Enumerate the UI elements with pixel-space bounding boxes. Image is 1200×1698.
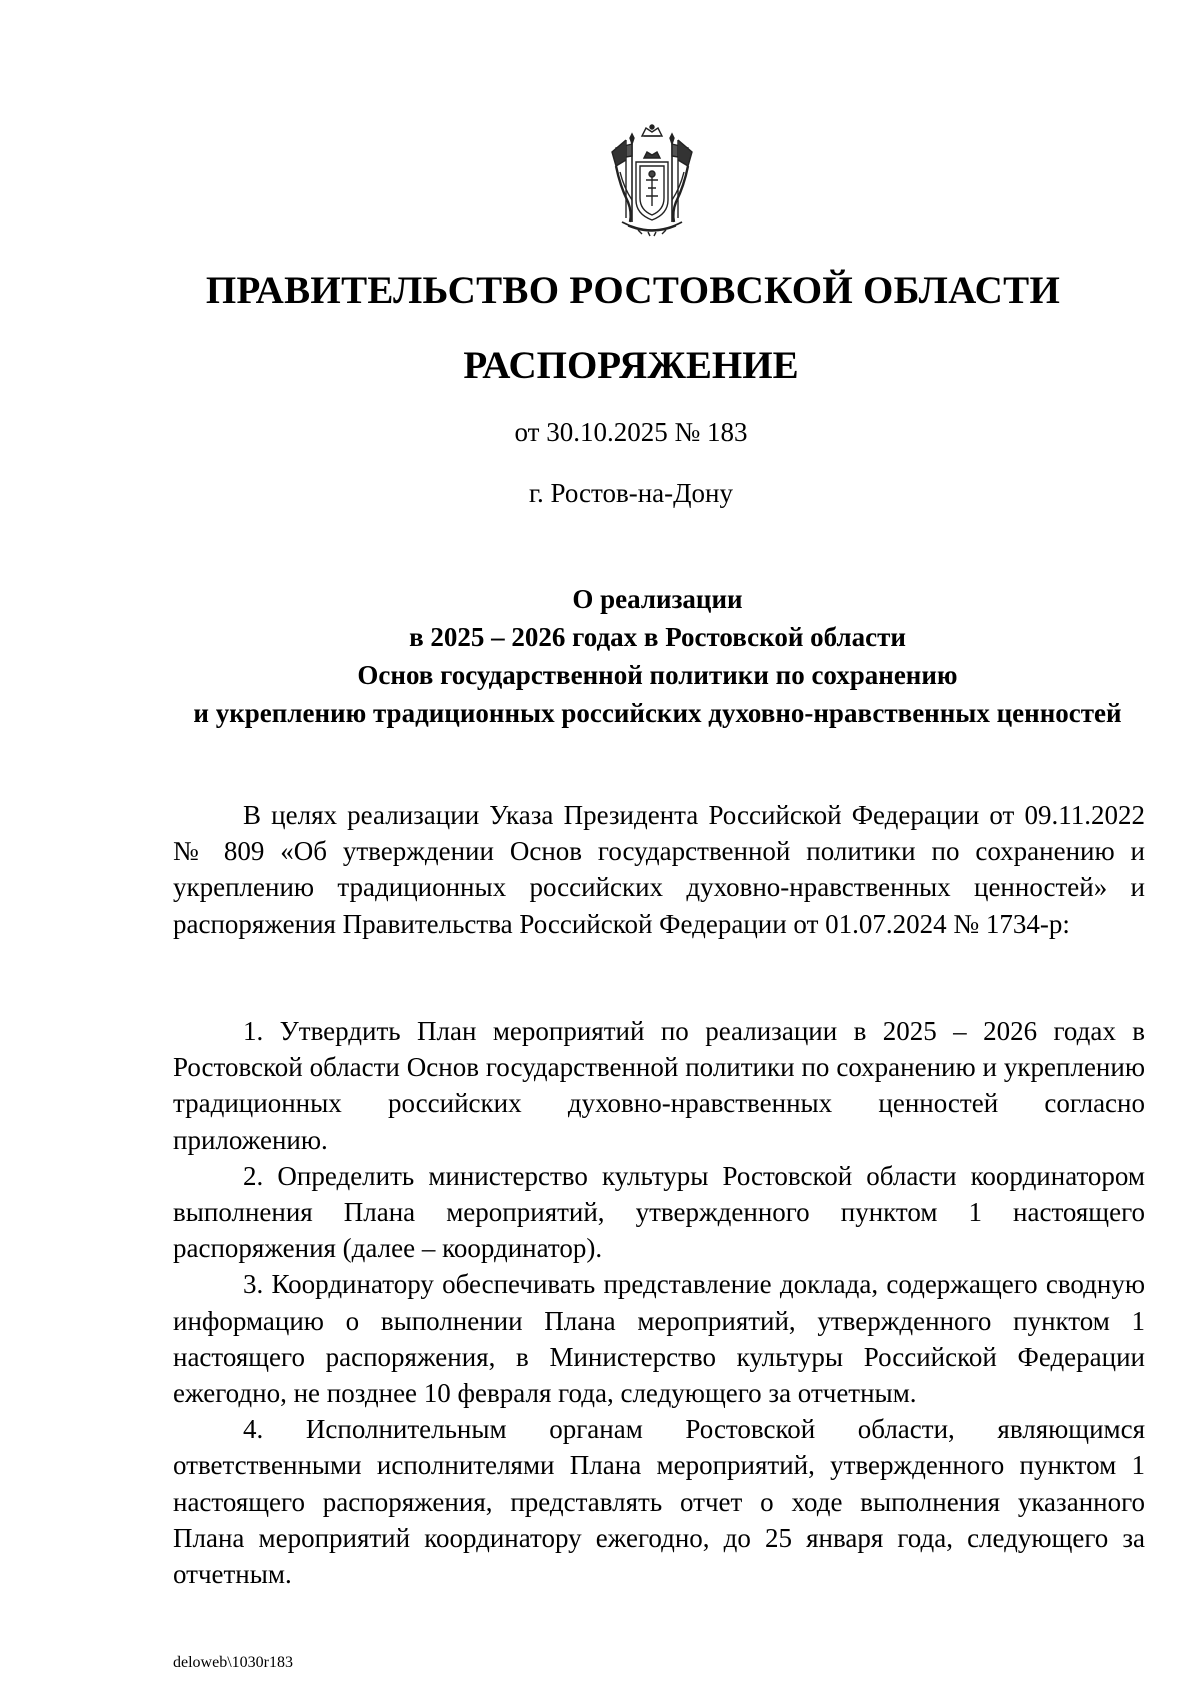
file-code: deloweb\1030r183 <box>173 1654 293 1671</box>
coat-of-arms-icon <box>602 122 702 240</box>
list-item <box>173 1158 1145 1267</box>
subject-line: в 2025 – 2026 годах в Ростовской области <box>409 622 906 652</box>
item-text: Координатору обеспечивать представление доклада, содержащего сводную информацию о выполнении Плана мероприятий, утвержденного пунктом 1 настоящего распоряжения, в Министерство культуры Российской Федерации ежегодно, не позднее 10 февраля года, следующего за отчетным. <box>173 1269 1146 1409</box>
organization-title: ПРАВИТЕЛЬСТВО РОСТОВСКОЙ ОБЛАСТИ <box>205 269 1061 312</box>
preamble-paragraph: В целях реализации Указа Президента Российской Федерации от 09.11.2022 № 809 «Об утверждении Основ государственной политики по сохранению и укреплению традиционных российских духовно-нравственных ценностей» и распоряжения Правительства Российской Федерации от 01.07.2024 № 1734-р: <box>173 800 1145 939</box>
item-text: Исполнительным органам Ростовской области, являющимся ответственными исполнителями Плана мероприятий, утвержденного пунктом 1 настоящего распоряжения, представлять отчет о ходе выполнения указанного Плана мероприятий координатору ежегодно, до 25 января года, следующего за отчетным. <box>173 1414 1146 1590</box>
document-date-number: от 30.10.2025 № 183 <box>514 417 748 447</box>
preamble-section <box>173 797 1145 942</box>
list-item <box>173 1266 1145 1411</box>
subject-line: и укреплению традиционных российских духовно-нравственных ценностей <box>193 698 1122 728</box>
subject-line: Основ государственной политики по сохранению <box>357 660 958 690</box>
item-number: 4. <box>243 1414 264 1445</box>
list-item <box>173 1411 1145 1592</box>
subject-line: О реализации <box>572 584 743 614</box>
document-subject <box>170 580 1145 732</box>
item-number: 3. <box>243 1269 264 1300</box>
list-item <box>173 1013 1145 1158</box>
document-city: г. Ростов-на-Дону <box>528 478 733 508</box>
item-number: 2. <box>243 1160 264 1191</box>
item-text: Определить министерство культуры Ростовской области координатором выполнения Плана мероприятий, утвержденного пунктом 1 настоящего распоряжения (далее – координатор). <box>173 1160 1146 1264</box>
document-type-heading: РАСПОРЯЖЕНИЕ <box>463 344 799 387</box>
items-section <box>173 1013 1145 1592</box>
item-text: Утвердить План мероприятий по реализации в 2025 – 2026 годах в Ростовской области Основ государственной политики по сохранению и укреплению традиционных российских духовно-нравственных ценностей согласно приложению. <box>173 1016 1146 1155</box>
item-number: 1. <box>243 1016 264 1046</box>
